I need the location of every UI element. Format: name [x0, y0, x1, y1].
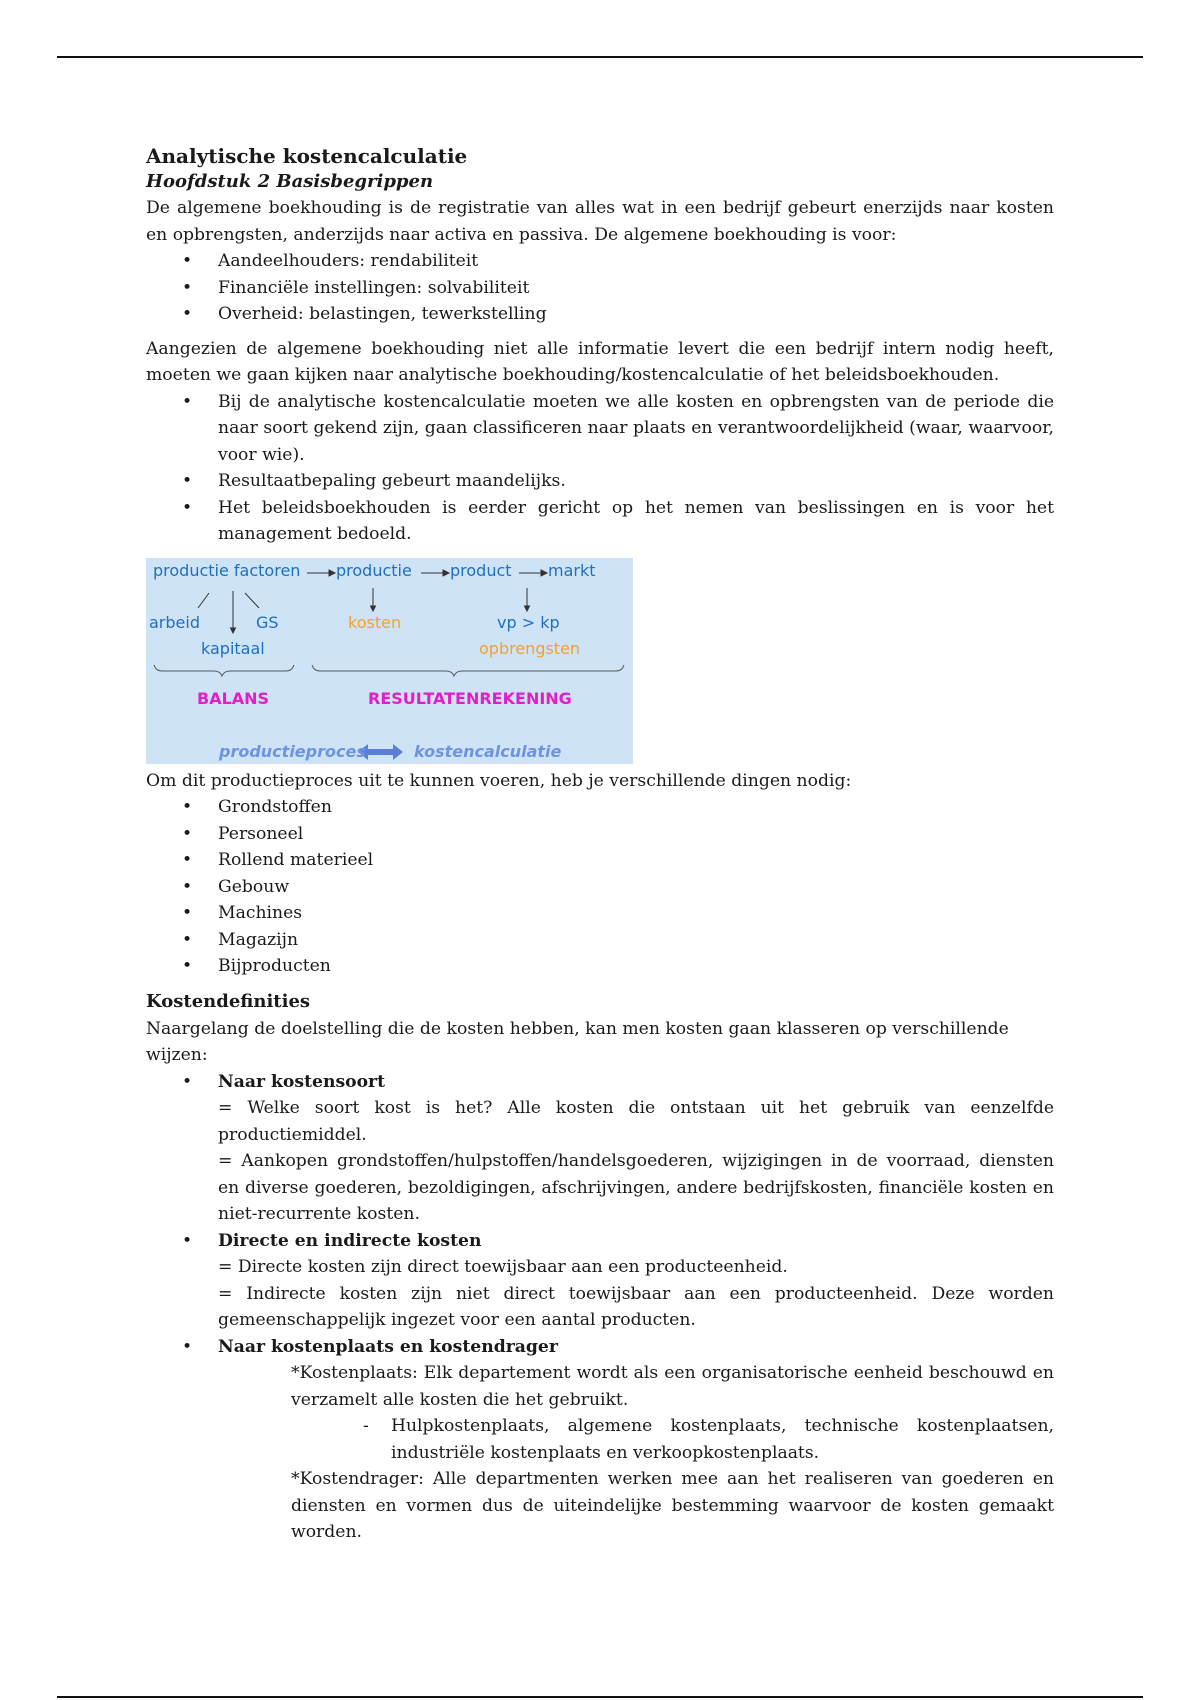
label-kosten: kosten [348, 612, 402, 632]
dash-marker: - [363, 1416, 369, 1436]
label-markt: markt [548, 560, 596, 580]
resources-list [146, 794, 1054, 980]
page-title: Analytische kostencalculatie [146, 144, 468, 168]
list-item: • Financiële instellingen: solvabiliteit [146, 275, 1054, 302]
list-item-direct [146, 1228, 1054, 1334]
kostensoort-title: • Naar kostensoort [218, 1071, 386, 1092]
intro-paragraph: De algemene boekhouding is de registratie van alles wat in een bedrijf gebeurt enerzijds naar kosten en opbrengsten, anderzijds naar activa en passiva. De algemene boekhouding is voor: [146, 198, 1054, 245]
kostenplaats-sub-item [146, 1413, 1054, 1466]
label-productie: productie [336, 560, 412, 580]
label-kostencalculatie: kostencalculatie [414, 741, 562, 761]
label-vp-kp: vp > kp [497, 612, 560, 632]
list-item: • Machines [146, 900, 1054, 927]
label-opbrengsten: opbrengsten [479, 638, 581, 658]
kostensoort-line-1: = Welke soort kost is het? Alle kosten die ontstaan uit het gebruik van eenzelfde productiemiddel. [218, 1098, 1054, 1145]
label-product: product [450, 560, 512, 580]
list-item-kostensoort [146, 1069, 1054, 1228]
paragraph-3: Om dit productieproces uit te kunnen voeren, heb je verschillende dingen nodig: [146, 770, 852, 791]
list-item: • Overheid: belastingen, tewerkstelling [146, 301, 1054, 328]
label-balans: BALANS [197, 688, 270, 708]
kostenplaats-line-2: Hulpkostenplaats, algemene kostenplaats, technische kostenplaatsen, industriële kostenplaats en verkoopkostenplaats. [391, 1416, 1054, 1463]
label-productie-factoren: productie factoren [153, 560, 301, 580]
section-intro: Naargelang de doelstelling die de kosten hebben, kan men kosten gaan klasseren op verschillende wijzen: [146, 1018, 1009, 1065]
kostendrager-line: *Kostendrager: Alle departmenten werken mee aan het realiseren van goederen en diensten en vormen dus de uiteindelijke bestemming waarvoor de kosten gemaakt worden. [291, 1469, 1054, 1542]
label-gs: GS [256, 612, 279, 632]
direct-line-2: = Indirecte kosten zijn niet direct toewijsbaar aan een producteenheid. Deze worden gemeenschappelijk ingezet voor een aantal producten. [218, 1283, 1054, 1330]
diagram-lines [146, 558, 633, 764]
kostensoort-line-2: = Aankopen grondstoffen/hulpstoffen/handelsgoederen, wijzigingen in de voorraad, diensten en diverse goederen, bezoldigingen, afschrijvingen, andere bedrijfskosten, financiële kosten en niet-recurrente kosten. [218, 1151, 1054, 1224]
label-resultatenrekening: RESULTATENREKENING [368, 688, 572, 708]
kostenplaats-line-1: *Kostenplaats: Elk departement wordt als een organisatorische eenheid beschouwd en verzamelt alle kosten die het gebruikt. [291, 1363, 1054, 1410]
label-kapitaal: kapitaal [201, 638, 265, 658]
direct-title: • Directe en indirecte kosten [218, 1230, 482, 1251]
list-item: • Gebouw [146, 874, 1054, 901]
list-item: • Bijproducten [146, 953, 1054, 980]
list-item: • Resultaatbepaling gebeurt maandelijks. [146, 468, 1054, 495]
intro-list [146, 248, 1054, 328]
list-item: • Het beleidsboekhouden is eerder gericht op het nemen van beslissingen en is voor het management bedoeld. [146, 495, 1054, 548]
list-item: • Aandeelhouders: rendabiliteit [146, 248, 1054, 275]
document-body [146, 143, 1054, 1546]
cost-definitions-list [146, 1069, 1054, 1361]
list-item: • Personeel [146, 821, 1054, 848]
paragraph-2: Aangezien de algemene boekhouding niet alle informatie levert die een bedrijf intern nodig heeft, moeten we gaan kijken naar analytische boekhouding/kostencalculatie of het beleidsboekhouden. [146, 338, 1054, 385]
section-title-kostendefinities: Kostendefinities [146, 990, 311, 1012]
direct-line-1: = Directe kosten zijn direct toewijsbaar aan een producteenheid. [218, 1257, 788, 1277]
list-item: • Bij de analytische kostencalculatie moeten we alle kosten en opbrengsten van de periode die naar soort gekend zijn, gaan classificeren naar plaats en verantwoordelijkheid (waar, waarvoor, voor wie). [146, 389, 1054, 469]
kostenplaats-title: • Naar kostenplaats en kostendrager [218, 1336, 558, 1357]
header-rule [57, 56, 1143, 58]
list-item: • Rollend materieel [146, 847, 1054, 874]
paragraph-2-list [146, 389, 1054, 548]
production-diagram [146, 558, 633, 764]
list-item-kostenplaats [146, 1334, 1054, 1361]
label-arbeid: arbeid [149, 612, 200, 632]
list-item: • Grondstoffen [146, 794, 1054, 821]
label-productieproces: productieproces [219, 741, 366, 761]
list-item: • Magazijn [146, 927, 1054, 954]
chapter-title: Hoofdstuk 2 Basisbegrippen [146, 171, 434, 192]
footer-rule [57, 1696, 1143, 1698]
